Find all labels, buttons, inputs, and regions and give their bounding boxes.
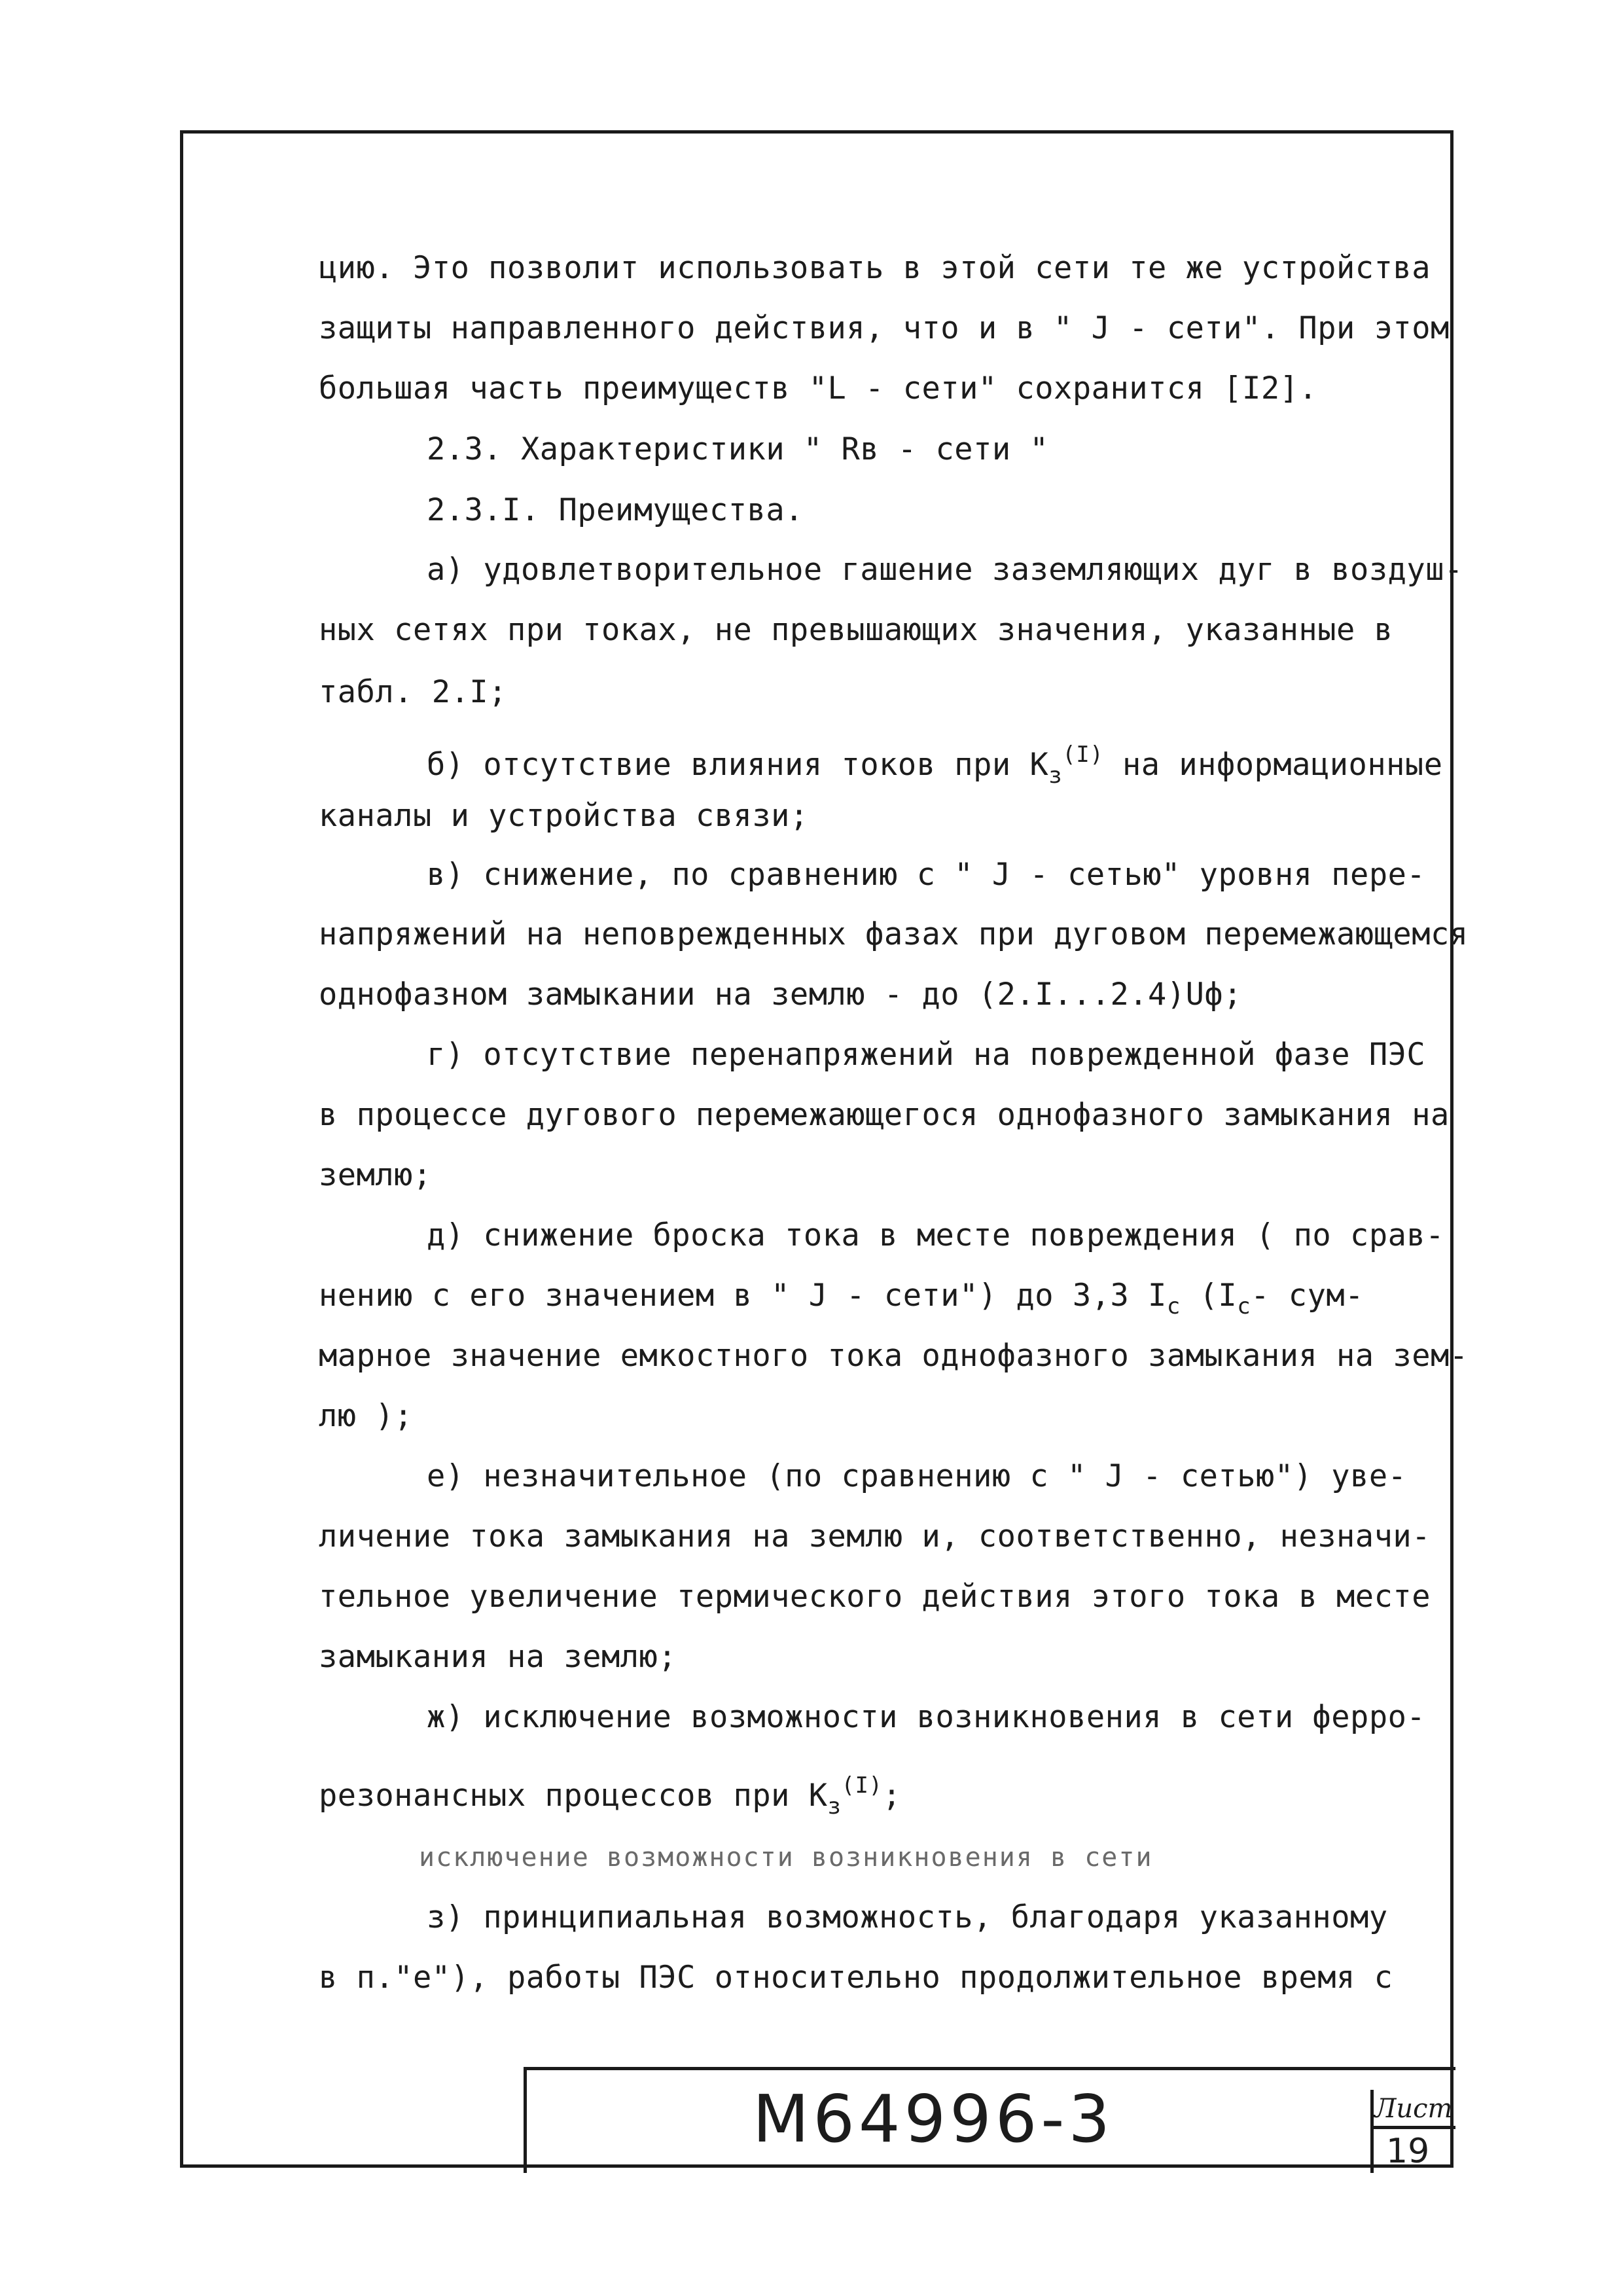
struck-through-line: исключение возможности возникновения в сети <box>419 1842 1153 1873</box>
item-d-line-3: марное значение емкостного тока однофазного замыкания на зем- <box>319 1338 1469 1374</box>
item-z-line-2: в п."е"), работы ПЭС относительно продолжительное время с <box>319 1960 1393 1996</box>
item-zh-text-tail: ; <box>882 1778 902 1814</box>
item-g-line-3: землю; <box>319 1157 432 1193</box>
item-d-line-2 <box>319 1276 1364 1326</box>
item-zh-text: резонансных процессов при К <box>319 1778 828 1814</box>
body-line-1: цию. Это позволит использовать в этой сети те же устройства <box>319 250 1431 286</box>
item-e-line-4: замыкания на землю; <box>319 1639 677 1675</box>
item-a-line-2: ных сетях при токах, не превышающих значения, указанные в <box>319 612 1393 648</box>
item-d-line-4: лю ); <box>319 1398 413 1434</box>
sheet-divider <box>1370 2126 1455 2129</box>
item-b-subscript: з <box>1048 762 1063 789</box>
item-d-subscript-2: с <box>1237 1293 1251 1319</box>
item-d-line-1: д) снижение броска тока в месте повреждения ( по срав- <box>427 1217 1445 1253</box>
item-d-text: нению с его значением в " J - сети") до 3,3 I <box>319 1278 1167 1314</box>
item-d-subscript-1: с <box>1166 1293 1181 1319</box>
item-e-line-1: е) незначительное (по сравнению с " J - сетью") уве- <box>427 1458 1407 1494</box>
item-zh-subscript: з <box>827 1793 842 1820</box>
item-g-line-1: г) отсутствие перенапряжений на поврежденной фазе ПЭС <box>427 1037 1426 1073</box>
document-code: М64996-3 <box>753 2081 1115 2157</box>
item-e-line-3: тельное увеличение термического действия этого тока в месте <box>319 1579 1431 1615</box>
item-b-text: б) отсутствие влияния токов при К <box>427 747 1049 783</box>
item-b-line-1 <box>427 735 1443 795</box>
item-d-text-mid: (I <box>1180 1278 1238 1314</box>
item-v-line-3: однофазном замыкании на землю - до (2.I...2.4)Uф; <box>319 977 1243 1013</box>
sheet-number: 19 <box>1386 2132 1430 2171</box>
subsection-title: 2.3.I. Преимущества. <box>427 492 804 528</box>
item-v-line-2: напряжений на неповрежденных фазах при дуговом перемежающемся <box>319 916 1469 952</box>
item-a-line-1: а) удовлетворительное гашение заземляющих дуг в воздуш- <box>427 552 1463 588</box>
item-zh-superscript: (I) <box>841 1772 883 1799</box>
item-zh-line-1: ж) исключение возможности возникновения в сети ферро- <box>427 1699 1426 1735</box>
sheet-label: Лист <box>1374 2094 1453 2124</box>
section-title: 2.3. Характеристики " Rв - сети " <box>427 431 1049 467</box>
item-d-text-tail: - сум- <box>1251 1278 1364 1314</box>
body-line-2: защиты направленного действия, что и в " J - сети". При этом <box>319 310 1450 346</box>
item-b-text-tail: на информационные <box>1103 747 1443 783</box>
item-b-line-2: каналы и устройства связи; <box>319 798 809 834</box>
item-z-line-1: з) принципиальная возможность, благодаря указанному <box>427 1899 1388 1935</box>
item-a-line-3: табл. 2.I; <box>319 674 507 710</box>
item-b-superscript: (I) <box>1062 742 1104 768</box>
body-line-3: большая часть преимуществ "L - сети" сохранится [I2]. <box>319 370 1318 406</box>
item-zh-line-2 <box>319 1766 901 1826</box>
item-e-line-2: личение тока замыкания на землю и, соответственно, незначи- <box>319 1518 1431 1554</box>
item-g-line-2: в процессе дугового перемежающегося однофазного замыкания на <box>319 1097 1450 1133</box>
item-v-line-1: в) снижение, по сравнению с " J - сетью" уровня пере- <box>427 857 1426 893</box>
